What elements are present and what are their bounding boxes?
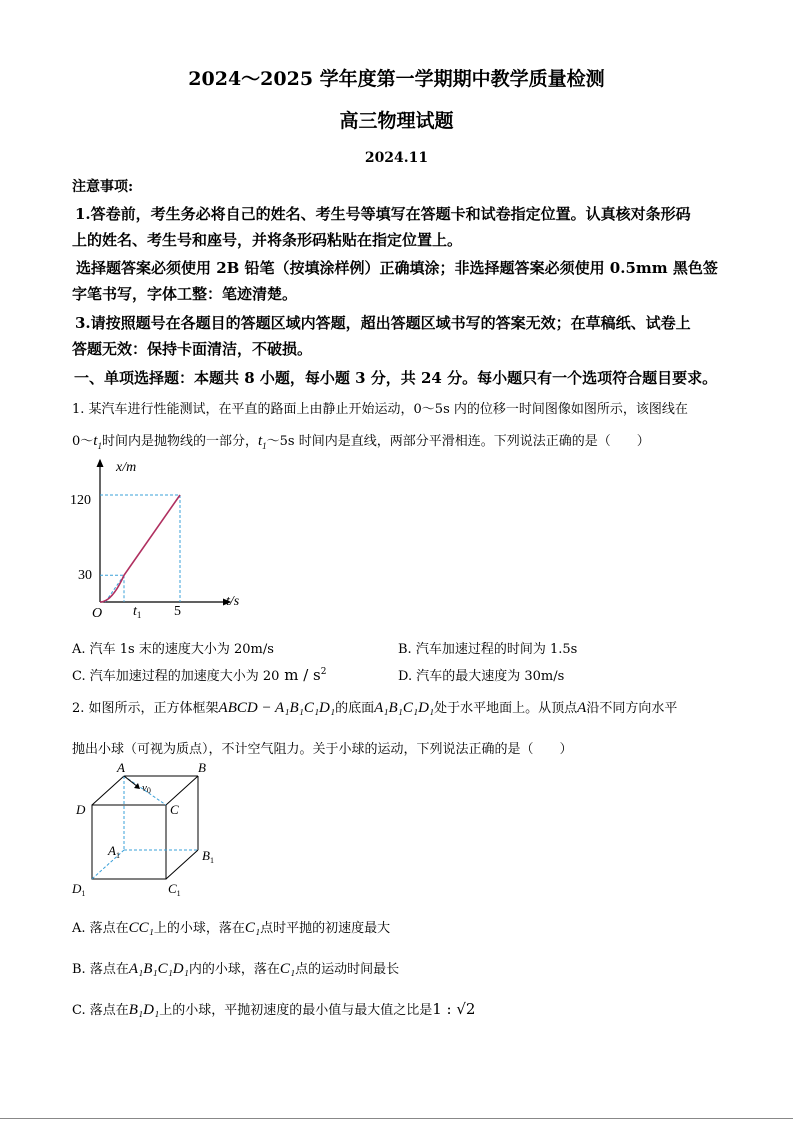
x-tick-5: 5: [174, 604, 181, 619]
x-tick-t1: $t_1$: [133, 604, 142, 620]
vertex-d: D: [76, 802, 86, 817]
q1-option-b: B. 汽车加速过程的时间为 1.5s: [398, 642, 578, 657]
q2-line-2: 抛出小球（可视为质点），不计空气阻力。关于小球的运动，下列说法正确的是（ ）: [72, 742, 573, 757]
q2-cube-figure: [68, 760, 228, 902]
xt-curve: [100, 495, 180, 602]
origin-label: O: [92, 606, 103, 621]
q2-vertex-a: A: [577, 700, 587, 716]
exam-subtitle: 高三物理试题: [339, 110, 454, 132]
q1-line-2-tail: ～5s 时间内是直线，两部分平滑相连。下列说法正确的是（ ）: [266, 434, 650, 449]
vertex-c1: $C_1$: [168, 881, 181, 898]
vertex-a1: $A_1$: [108, 843, 120, 860]
q1-range-start: 0～: [72, 434, 94, 449]
vertex-c: C: [170, 802, 179, 817]
q1-line-2-text: 时间内是抛物线的一部分，: [101, 434, 258, 449]
notes-line-1: 1.答卷前，考生务必将自己的姓名、考生号等填写在答题卡和试卷指定位置。认真核对条形码: [75, 205, 691, 223]
q2-option-a: A. 落点在CC₁上的小球，落在C₁点时平抛的初速度最大: [72, 920, 391, 936]
exam-date: 2024.11: [364, 150, 429, 166]
q1-line-1: 1. 某汽车进行性能测试，在平直的路面上由静止开始运动，0～5s 内的位移一时间图像如图所示，该图线在: [72, 402, 688, 417]
q1-option-c: C. 汽车加速过程的加速度大小为 20 m / $s^2$: [72, 666, 327, 684]
y-axis-label: x/m: [116, 460, 137, 475]
q1-option-a: A. 汽车 1s 末的速度大小为 20m/s: [72, 642, 274, 657]
q1-line-2: [72, 430, 650, 451]
notes-line-6: 答题无效：保持卡面清洁，不破损。: [72, 340, 313, 358]
y-tick-30: 30: [78, 568, 92, 583]
notes-line-4: 字笔书写，字体工整：笔迹清楚。: [72, 285, 298, 303]
section1-heading: 一、单项选择题：本题共 8 小题，每小题 3 分，共 24 分。每小题只有一个选项符合题目要求。: [74, 369, 718, 387]
x-axis-label: t/s: [226, 594, 240, 609]
notes-line-3: 选择题答案必须使用 2B 铅笔（按填涂样例）正确填涂；非选择题答案必须使用 0.5mm 黑色签: [76, 259, 718, 277]
notes-heading: 注意事项:: [72, 179, 134, 195]
vertex-d1: $D_1$: [72, 881, 86, 898]
q2-base-name: A₁B₁C₁D₁: [374, 700, 435, 716]
v0-label: v0: [142, 782, 151, 795]
vertex-b: B: [198, 760, 206, 775]
notes-line-2: 上的姓名、考生号和座号，并将条形码粘贴在指定位置上。: [72, 231, 463, 249]
q2-frame-name: ABCD − A₁B₁C₁D₁: [218, 700, 336, 716]
vertex-b1: $B_1$: [202, 848, 214, 865]
v0-arrow: [124, 776, 138, 787]
notes-line-5: 3.请按照题号在各题目的答题区域内答题，超出答题区域书写的答案无效；在草稿纸、试卷上: [75, 314, 691, 332]
q1-var-t1b: $t_1$: [257, 433, 267, 451]
exam-title: 2024～2025 学年度第一学期期中教学质量检测: [188, 68, 605, 90]
q1-option-d: D. 汽车的最大速度为 30m/s: [398, 669, 565, 684]
y-tick-120: 120: [70, 493, 91, 508]
q2-line-1: 2. 如图所示，正方体框架ABCD − A₁B₁C₁D₁的底面A₁B₁C₁D₁处于水平地面上。从顶点A沿不同方向水平: [72, 700, 678, 716]
v0-arrowhead: [134, 783, 140, 789]
q2-option-c: C. 落点在B₁D₁上的小球，平抛初速度的最小值与最大值之比是1 : √2: [72, 1000, 476, 1018]
page-bottom-rule: [0, 1118, 793, 1119]
q2-option-b: B. 落点在A₁B₁C₁D₁内的小球，落在C₁点的运动时间最长: [72, 961, 400, 977]
q1-var-t1: $t_1$: [93, 433, 102, 451]
q1-xt-graph: [70, 455, 260, 625]
vertex-a: A: [117, 760, 125, 775]
